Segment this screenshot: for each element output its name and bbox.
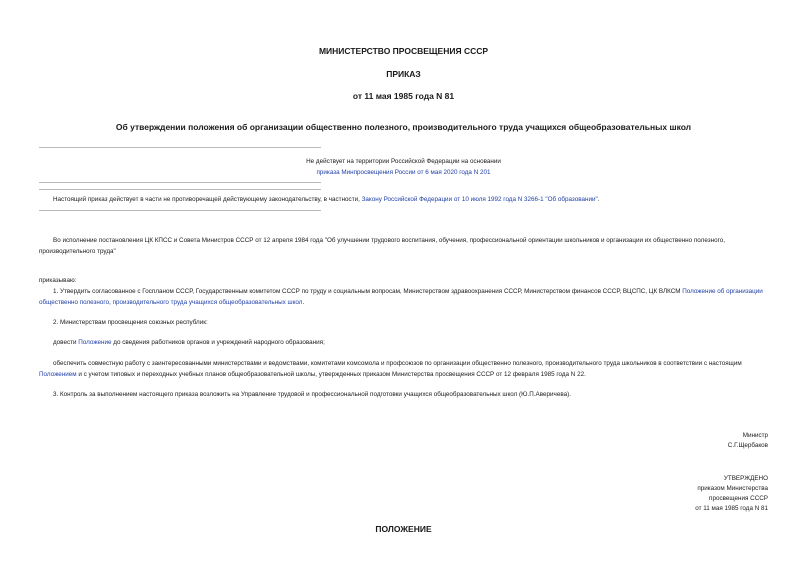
order-word: приказываю: bbox=[39, 277, 77, 284]
partial-validity-text: Настоящий приказ действует в части не противоречащей действующему законодательству, в частности, bbox=[53, 196, 360, 203]
item-2b-paragraph bbox=[39, 359, 774, 380]
item-2a-text-end: до сведения работников органов и учреждений народного образования; bbox=[113, 339, 325, 346]
item-2a-text: довести bbox=[53, 339, 77, 346]
item-2b-text: обеспечить совместную работу с заинтересованными министерствами и ведомствами, комитетами комсомола и профсоюзов по организации общественно полезного, производительного труда школьников в соответствии с настоящим bbox=[53, 360, 742, 367]
signature-name: С.Г.Щербаков bbox=[727, 442, 768, 449]
not-in-force-link[interactable]: приказа Минпросвещения России от 6 мая 2020 года N 201 bbox=[316, 169, 491, 176]
partial-validity-notice bbox=[53, 195, 793, 205]
divider bbox=[39, 182, 321, 183]
divider bbox=[39, 189, 321, 190]
approval-line-2: приказом Министерства bbox=[697, 485, 768, 492]
divider bbox=[39, 210, 321, 211]
item-2-paragraph: 2. Министерствам просвещения союзных республик: bbox=[53, 319, 208, 326]
approval-line-4: от 11 мая 1985 года N 81 bbox=[695, 505, 768, 512]
item-1-paragraph bbox=[39, 287, 774, 308]
document-type: ПРИКАЗ bbox=[386, 69, 421, 79]
approval-line-1: УТВЕРЖДЕНО bbox=[723, 475, 768, 482]
punctuation: . bbox=[302, 298, 305, 306]
approval-line-3: просвещения СССР bbox=[709, 495, 768, 502]
intro-paragraph: Во исполнение постановления ЦК КПСС и Совета Министров СССР от 12 апреля 1984 года "Об улучшении трудового воспитания, обучения, профессиональной ориентации школьников и организации их общественно полезного, производительного труда" bbox=[39, 237, 725, 255]
divider bbox=[39, 147, 321, 148]
item-2b-text-end: и с учетом типовых и переходных учебных планов общеобразовательной школы, утвержденных приказом Министерства просвещения СССР от 12 февраля 1985 года N 22. bbox=[78, 370, 586, 378]
item-3-paragraph: 3. Контроль за выполнением настоящего приказа возложить на Управление трудовой и профессиональной подготовки учащихся общеобразовательных школ (Ю.П.Аверичева). bbox=[53, 391, 571, 398]
item-2a-paragraph bbox=[53, 338, 773, 349]
regulation-link-3[interactable]: Положением bbox=[39, 370, 77, 378]
ministry-heading: МИНИСТЕРСТВО ПРОСВЕЩЕНИЯ СССР bbox=[318, 46, 489, 56]
section-title: ПОЛОЖЕНИЕ bbox=[375, 524, 432, 534]
regulation-link-2[interactable]: Положение bbox=[78, 339, 112, 346]
document-date-number: от 11 мая 1985 года N 81 bbox=[352, 91, 455, 101]
document-title: Об утверждении положения об организации общественно полезного, производительного труда учащихся общеобразовательных школ bbox=[115, 122, 692, 132]
signature-position: Министр bbox=[742, 432, 768, 439]
punctuation: . bbox=[597, 196, 600, 203]
law-on-education-link[interactable]: Закону Российской Федерации от 10 июля 1992 года N 3266-1 "Об образовании" bbox=[361, 196, 598, 203]
not-in-force-notice: Не действует на территории Российской Федерации на основании bbox=[306, 158, 501, 165]
item-1-text: 1. Утвердить согласованное с Госпланом СССР, Государственным комитетом СССР по труду и социальным вопросам, Министерством здравоохранения СССР, Министерством финансов СССР, ВЦСПС, ЦК ВЛКСМ bbox=[53, 288, 681, 295]
regulation-link[interactable]: Положение об организации общественно полезного, производительного труда учащихся общеобразовательных школ bbox=[39, 288, 763, 306]
